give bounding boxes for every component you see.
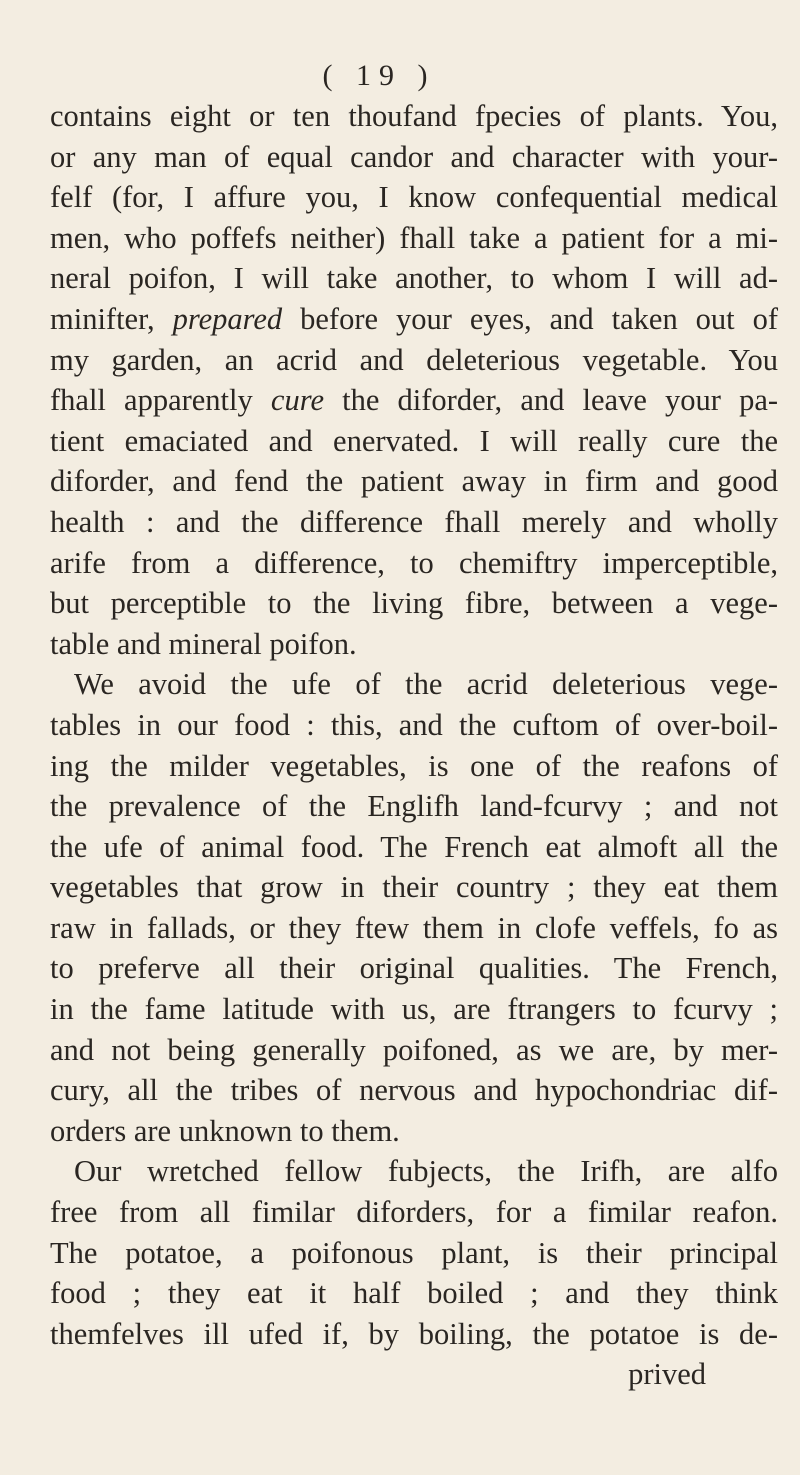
text-line: We avoid the ufe of the acrid deleterious vege- xyxy=(74,667,778,702)
text-line: health : and the difference fhall merely and wholly xyxy=(50,504,778,539)
text-line: but perceptible to the living fibre, between a vege- xyxy=(50,586,778,621)
text-line: in the fame latitude with us, are ftrangers to fcurvy ; xyxy=(50,992,778,1027)
text-line: The potatoe, a poifonous plant, is their principal xyxy=(50,1235,778,1270)
text-line: raw in fallads, or they ftew them in clofe veffels, fo as xyxy=(50,910,778,945)
text-line: food ; they eat it half boiled ; and they think xyxy=(50,1276,778,1311)
text-line: cury, all the tribes of nervous and hypochondriac dif- xyxy=(50,1073,778,1108)
text-line: ing the milder vegetables, is one of the reafons of xyxy=(50,748,778,783)
text-line: the prevalence of the Englifh land-fcurvy ; and not xyxy=(50,789,778,824)
text-line: contains eight or ten thoufand fpecies of plants. You, xyxy=(50,99,778,133)
italic-word: cure xyxy=(270,383,324,418)
text-line: arife from a difference, to chemiftry imperceptible, xyxy=(50,545,778,580)
text-line: men, who poffefs neither) fhall take a patient for a mi- xyxy=(50,220,778,255)
italic-word: prepared xyxy=(172,301,283,336)
text-line: and not being generally poifoned, as we are, by mer- xyxy=(50,1032,778,1067)
text-line: tables in our food : this, and the cuftom of over-boil- xyxy=(50,707,778,742)
text-line xyxy=(50,380,778,421)
text-line: to preferve all their original qualities. The French, xyxy=(50,951,778,986)
text-line: my garden, an acrid and deleterious vegetable. You xyxy=(50,342,778,377)
text-line: Our wretched fellow fubjects, the Irifh, are alfo xyxy=(74,1154,778,1189)
text-line: or any man of equal candor and character with your- xyxy=(50,139,778,174)
text-segment: before your eyes, and taken out of xyxy=(282,301,778,336)
text-line xyxy=(50,299,778,340)
text-segment: fhall apparently xyxy=(50,383,271,418)
text-line: the ufe of animal food. The French eat almoft all the xyxy=(50,829,778,864)
text-segment: the diforder, and leave your pa- xyxy=(323,383,779,418)
text-line: vegetables that grow in their country ; they eat them xyxy=(50,870,778,905)
text-line: felf (for, I affure you, I know confequential medical xyxy=(50,180,778,215)
text-line: tient emaciated and enervated. I will really cure the xyxy=(50,423,778,458)
text-line: diforder, and fend the patient away in firm and good xyxy=(50,464,778,499)
text-line: table and mineral poifon. xyxy=(50,626,357,661)
body-text xyxy=(50,96,778,1354)
text-line: free from all fimilar diforders, for a fimilar reafon. xyxy=(50,1195,778,1230)
text-segment: minifter, xyxy=(50,301,173,336)
text-line: neral poifon, I will take another, to whom I will ad- xyxy=(50,261,778,296)
text-line: themfelves ill ufed if, by boiling, the potatoe is de- xyxy=(50,1316,778,1351)
text-line: orders are unknown to them. xyxy=(50,1113,400,1148)
page-number: ( 19 ) xyxy=(322,59,436,92)
catchword: prived xyxy=(628,1357,706,1392)
